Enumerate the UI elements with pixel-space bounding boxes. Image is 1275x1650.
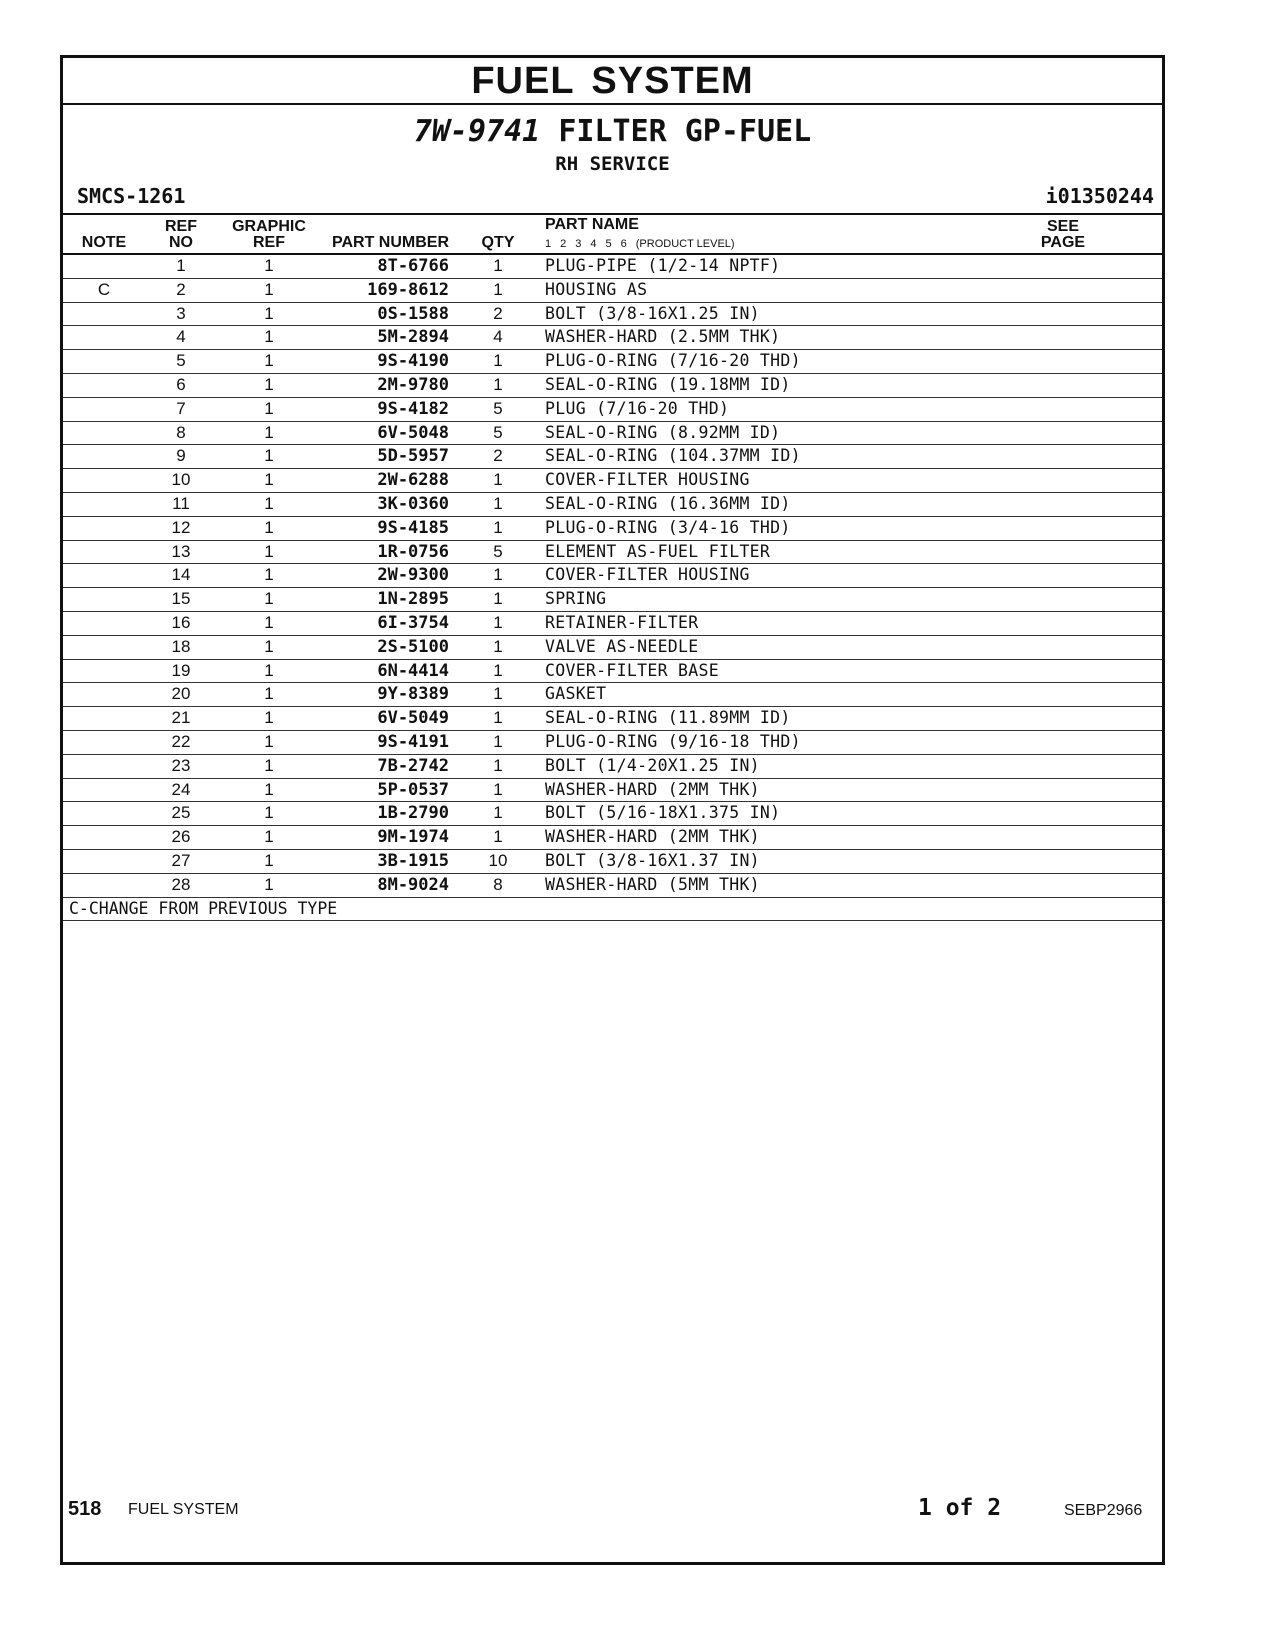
col-ref-no: REF NO [165,218,197,251]
part-name-cell: PLUG-O-RING (7/16-20 THD) [545,351,801,371]
graphic-ref-cell: 1 [264,446,274,466]
table-row [63,422,1162,446]
table-row [63,398,1162,422]
ref-no-cell: 5 [176,351,186,371]
part-number-cell: 2W-6288 [377,470,449,491]
table-row [63,469,1162,493]
ref-no-cell: 25 [171,803,191,823]
col-see-page: SEE PAGE [1040,218,1086,251]
graphic-ref-cell: 1 [264,256,274,275]
footer-document-id: SEBP2966 [1064,1502,1143,1519]
qty-cell: 1 [493,256,503,275]
graphic-ref-cell: 1 [264,470,274,490]
ref-no-cell: 24 [171,779,191,799]
illustration-id: i01350244 [1045,184,1154,208]
table-row [63,660,1162,684]
table-row [63,850,1162,874]
parts-table [63,255,1162,898]
qty-cell: 1 [493,827,503,847]
qty-cell: 1 [493,731,503,751]
table-row [63,517,1162,541]
qty-cell: 5 [493,398,503,418]
part-number-cell: 3K-0360 [377,493,449,514]
table-row [63,683,1162,707]
part-name-cell: WASHER-HARD (5MM THK) [545,874,760,894]
graphic-ref-cell: 1 [264,827,274,847]
part-name-cell: RETAINER-FILTER [545,612,699,632]
ref-no-cell: 19 [171,660,191,680]
table-row [63,779,1162,803]
graphic-ref-cell: 1 [264,684,274,704]
graphic-ref-cell: 1 [264,422,274,442]
part-number-cell: 3B-1915 [377,850,449,871]
ref-no-cell: 23 [171,755,191,775]
part-number-cell: 9S-4185 [377,517,449,538]
part-name-cell: BOLT (3/8-16X1.25 IN) [545,303,760,323]
group-name: FILTER GP-FUEL [558,114,812,149]
table-row [63,731,1162,755]
qty-cell: 1 [493,517,503,537]
graphic-ref-cell: 1 [264,803,274,823]
ref-no-cell: 1 [176,256,186,275]
section-title: FUEL SYSTEM [471,59,754,102]
part-name-cell: SEAL-O-RING (104.37MM ID) [545,446,801,466]
part-number-cell: 6I-3754 [377,612,449,633]
ref-no-cell: 7 [176,398,186,418]
ref-no-cell: 2 [176,279,186,299]
group-title [63,114,1162,149]
ref-no-cell: 4 [176,327,186,347]
qty-cell: 1 [493,755,503,775]
part-name-cell: COVER-FILTER HOUSING [545,565,750,585]
group-number: 7W-9741 [413,114,541,149]
qty-cell: 1 [493,708,503,728]
part-name-cell: SPRING [545,589,607,609]
part-number-cell: 8T-6766 [377,256,449,276]
part-number-cell: 0S-1588 [377,303,449,324]
ref-no-cell: 26 [171,827,191,847]
part-number-cell: 6V-5048 [377,422,449,443]
qty-cell: 1 [493,589,503,609]
part-number-cell: 5P-0537 [377,779,449,800]
ref-no-cell: 9 [176,446,186,466]
qty-cell: 1 [493,470,503,490]
graphic-ref-cell: 1 [264,517,274,537]
part-name-cell: HOUSING AS [545,279,648,299]
part-number-cell: 2W-9300 [377,565,449,586]
footer-page-number: 518 [68,1498,102,1520]
qty-cell: 4 [493,327,503,347]
graphic-ref-cell: 1 [264,327,274,347]
graphic-ref-cell: 1 [264,779,274,799]
table-row [63,374,1162,398]
part-name-cell: PLUG (7/16-20 THD) [545,398,730,418]
qty-cell: 1 [493,636,503,656]
qty-cell: 5 [493,422,503,442]
graphic-ref-cell: 1 [264,351,274,371]
part-number-cell: 9S-4190 [377,351,449,372]
table-row [63,707,1162,731]
table-row [63,826,1162,850]
col-graphic-ref: GRAPHIC REF [232,218,306,251]
group-subtitle: RH SERVICE [555,153,670,175]
footer-sheet: 1 of 2 [918,1495,1002,1521]
table-row [63,493,1162,517]
group-header [63,105,1162,215]
qty-cell: 2 [493,446,503,466]
qty-cell: 1 [493,684,503,704]
part-number-cell: 2M-9780 [377,374,449,395]
ref-no-cell: 11 [172,493,190,513]
part-name-cell: SEAL-O-RING (19.18MM ID) [545,374,791,394]
part-number-cell: 2S-5100 [377,636,449,657]
part-name-cell: GASKET [545,684,607,704]
table-row [63,541,1162,565]
ref-no-cell: 14 [171,565,191,585]
table-row [63,564,1162,588]
qty-cell: 1 [493,612,503,632]
part-number-cell: 169-8612 [367,279,449,300]
graphic-ref-cell: 1 [264,755,274,775]
ref-no-cell: 10 [171,470,191,490]
part-name-cell: BOLT (1/4-20X1.25 IN) [545,755,760,775]
graphic-ref-cell: 1 [264,708,274,728]
footnote-row [63,898,1162,922]
part-number-cell: 6N-4414 [377,660,449,681]
qty-cell: 1 [493,660,503,680]
part-name-cell: VALVE AS-NEEDLE [545,636,699,656]
table-row [63,445,1162,469]
graphic-ref-cell: 1 [264,541,274,561]
part-name-cell: PLUG-O-RING (3/4-16 THD) [545,517,791,537]
part-number-cell: 9S-4191 [377,731,449,752]
part-number-cell: 9Y-8389 [377,684,449,705]
part-name-cell: PLUG-O-RING (9/16-18 THD) [545,731,801,751]
ref-no-cell: 16 [171,612,191,632]
part-number-cell: 5M-2894 [377,327,449,348]
graphic-ref-cell: 1 [264,565,274,585]
graphic-ref-cell: 1 [264,612,274,632]
qty-cell: 1 [493,374,503,394]
ref-no-cell: 13 [171,541,191,561]
footnote: C-CHANGE FROM PREVIOUS TYPE [69,898,338,918]
part-number-cell: 1R-0756 [377,541,449,562]
part-name-cell: COVER-FILTER BASE [545,660,719,680]
table-row [63,326,1162,350]
part-name-cell: WASHER-HARD (2MM THK) [545,827,760,847]
part-number-cell: 1B-2790 [377,803,449,824]
ref-no-cell: 21 [171,708,191,728]
table-row [63,612,1162,636]
table-row [63,350,1162,374]
graphic-ref-cell: 1 [264,850,274,870]
graphic-ref-cell: 1 [264,303,274,323]
part-name-cell: SEAL-O-RING (11.89MM ID) [545,708,791,728]
part-number-cell: 6V-5049 [377,708,449,729]
part-number-cell: 1N-2895 [377,589,449,610]
qty-cell: 8 [493,874,503,894]
graphic-ref-cell: 1 [264,660,274,680]
ref-no-cell: 20 [171,684,191,704]
table-row [63,636,1162,660]
qty-cell: 1 [493,565,503,585]
col-part-name: PART NAME [545,216,639,233]
part-name-cell: BOLT (5/16-18X1.375 IN) [545,803,781,823]
ref-no-cell: 28 [171,874,191,894]
qty-cell: 1 [493,351,503,371]
footer-section: FUEL SYSTEM [128,1501,239,1518]
ref-no-cell: 27 [171,850,191,870]
part-name-cell: SEAL-O-RING (16.36MM ID) [545,493,791,513]
part-name-cell: SEAL-O-RING (8.92MM ID) [545,422,781,442]
ref-no-cell: 15 [171,589,191,609]
col-note: NOTE [81,234,127,251]
qty-cell: 5 [493,541,503,561]
part-name-cell: PLUG-PIPE (1/2-14 NPTF) [545,256,781,275]
qty-cell: 1 [493,279,503,299]
graphic-ref-cell: 1 [264,636,274,656]
part-name-cell: BOLT (3/8-16X1.37 IN) [545,850,760,870]
graphic-ref-cell: 1 [264,398,274,418]
part-name-cell: WASHER-HARD (2.5MM THK) [545,327,781,347]
qty-cell: 1 [493,803,503,823]
ref-no-cell: 6 [176,374,186,394]
graphic-ref-cell: 1 [264,731,274,751]
ref-no-cell: 8 [176,422,186,442]
qty-cell: 10 [488,850,508,870]
graphic-ref-cell: 1 [264,279,274,299]
column-header [63,215,1162,255]
ref-no-cell: 22 [171,731,191,751]
ref-no-cell: 3 [176,303,186,323]
ref-no-cell: 12 [171,517,191,537]
graphic-ref-cell: 1 [264,589,274,609]
product-levels: 1 2 3 4 5 6 (PRODUCT LEVEL) [545,238,735,250]
col-qty: QTY [481,234,515,251]
part-number-cell: 9S-4182 [377,398,449,419]
title-bar [63,58,1162,105]
graphic-ref-cell: 1 [264,493,274,513]
part-number-cell: 9M-1974 [377,827,449,848]
part-number-cell: 5D-5957 [377,446,449,467]
part-name-cell: ELEMENT AS-FUEL FILTER [545,541,771,561]
table-row [63,874,1162,898]
graphic-ref-cell: 1 [264,874,274,894]
table-row [63,279,1162,303]
qty-cell: 1 [493,779,503,799]
ref-no-cell: 18 [171,636,191,656]
table-row [63,588,1162,612]
part-number-cell: 8M-9024 [377,874,449,895]
part-number-cell: 7B-2742 [377,755,449,776]
table-row [63,755,1162,779]
page-frame [60,55,1165,1565]
col-part-number: PART NUMBER [331,234,449,251]
part-name-cell: WASHER-HARD (2MM THK) [545,779,760,799]
part-name-cell: COVER-FILTER HOUSING [545,470,750,490]
smcs-code: SMCS-1261 [77,184,186,208]
table-row [63,303,1162,327]
table-row [63,255,1162,279]
qty-cell: 1 [493,493,503,513]
qty-cell: 2 [493,303,503,323]
note-cell: C [97,279,111,299]
table-row [63,802,1162,826]
graphic-ref-cell: 1 [264,374,274,394]
